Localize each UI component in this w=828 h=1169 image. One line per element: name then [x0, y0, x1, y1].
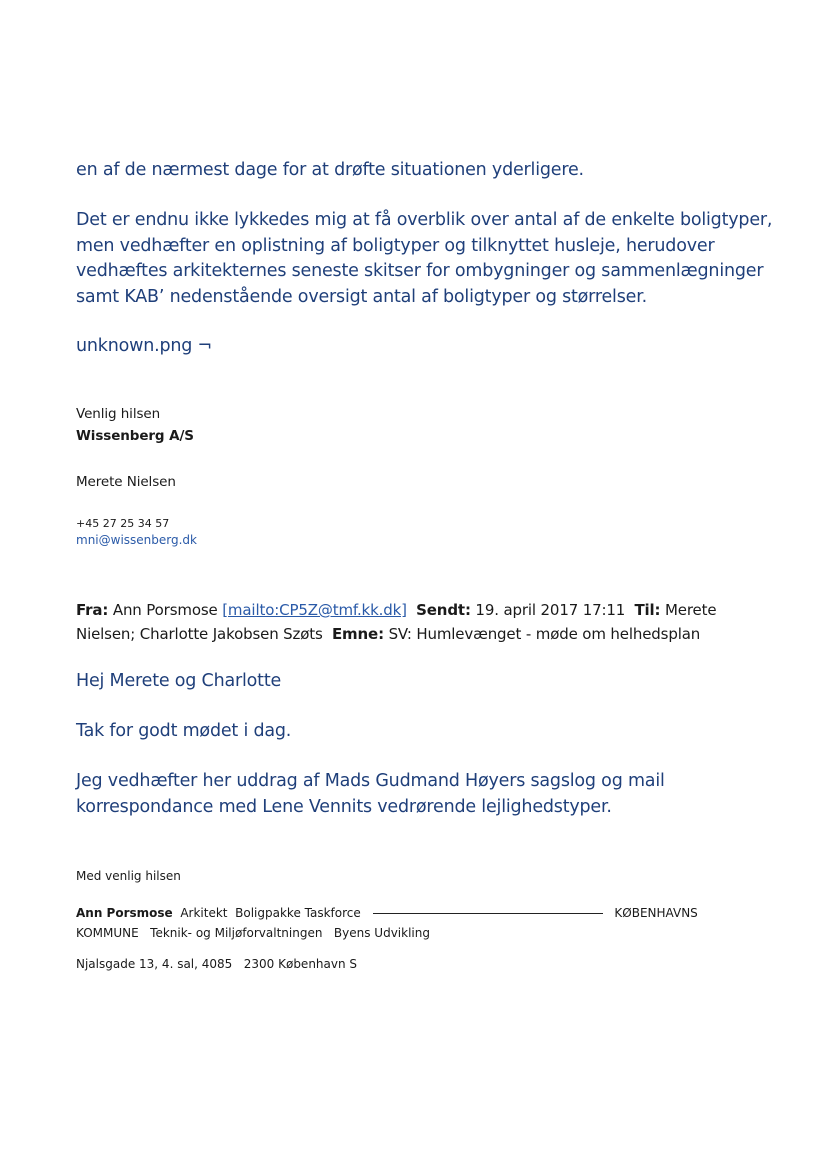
attachment-name[interactable]: unknown.png ¬	[76, 336, 213, 356]
signature-name: Merete Nielsen	[76, 474, 176, 490]
forward-header-line-2	[76, 622, 700, 646]
signature2-line-2	[76, 924, 430, 942]
from-mailto-link[interactable]: [mailto:CP5Z@tmf.kk.dk]	[222, 601, 407, 619]
email-line-1: en af de nærmest dage for at drøfte situationen yderligere.	[76, 160, 584, 180]
signature2-address: Njalsgade 13, 4. sal, 4085 2300 København S	[76, 957, 358, 971]
signature-greeting: Venlig hilsen	[76, 406, 161, 422]
to-label: Til:	[634, 601, 661, 619]
signature-company: Wissenberg A/S	[76, 428, 194, 444]
to-value-part2: Nielsen; Charlotte Jakobsen Szøts	[76, 625, 323, 643]
paragraph-line: Det er endnu ikke lykkedes mig at få overblik over antal af de enkelte boligtyper,	[76, 210, 773, 230]
signature2-org-kommune: KOMMUNE	[76, 926, 139, 940]
signature-divider-line	[373, 913, 603, 914]
paragraph-line: samt KAB’ nedenstående oversigt antal af boligtyper og størrelser.	[76, 286, 647, 307]
signature2-org-unit: Byens Udvikling	[333, 926, 430, 940]
subject-value: SV: Humlevænget - møde om helhedsplan	[388, 625, 701, 643]
subject-label: Emne:	[331, 625, 384, 643]
email-thanks: Tak for godt mødet i dag.	[76, 721, 292, 741]
email-paragraph	[76, 208, 772, 310]
paragraph-line: vedhæftes arkitekternes seneste skitser for ombygninger og sammenlægninger	[76, 261, 764, 281]
signature2-org-line1: KØBENHAVNS	[614, 906, 698, 920]
sent-value: 19. april 2017 17:11	[475, 601, 626, 619]
from-label: Fra:	[76, 601, 109, 619]
paragraph-line: men vedhæfter en oplistning af boligtyper og tilknyttet husleje, herudover	[76, 235, 715, 256]
signature-phone: +45 27 25 34 57	[76, 517, 170, 530]
signature-email-link[interactable]: mni@wissenberg.dk	[76, 533, 197, 547]
email-salutation: Hej Merete og Charlotte	[76, 671, 282, 691]
email-body-paragraph	[76, 769, 665, 820]
signature2-line-1	[76, 904, 698, 922]
signature2-unit: Boligpakke Taskforce	[235, 906, 361, 920]
from-name: Ann Porsmose	[112, 601, 218, 619]
forward-header-line-1	[76, 598, 716, 622]
signature2-title: Arkitekt	[180, 906, 228, 920]
paragraph-line: korrespondance med Lene Vennits vedrørende lejlighedstyper.	[76, 796, 612, 817]
paragraph-line: Jeg vedhæfter her uddrag af Mads Gudmand Høyers sagslog og mail	[76, 771, 665, 791]
signature2-greeting: Med venlig hilsen	[76, 869, 181, 883]
signature2-org-department: Teknik- og Miljøforvaltningen	[150, 926, 323, 940]
to-value-part1: Merete	[665, 601, 717, 619]
sent-label: Sendt:	[416, 601, 471, 619]
signature2-name: Ann Porsmose	[76, 906, 173, 920]
